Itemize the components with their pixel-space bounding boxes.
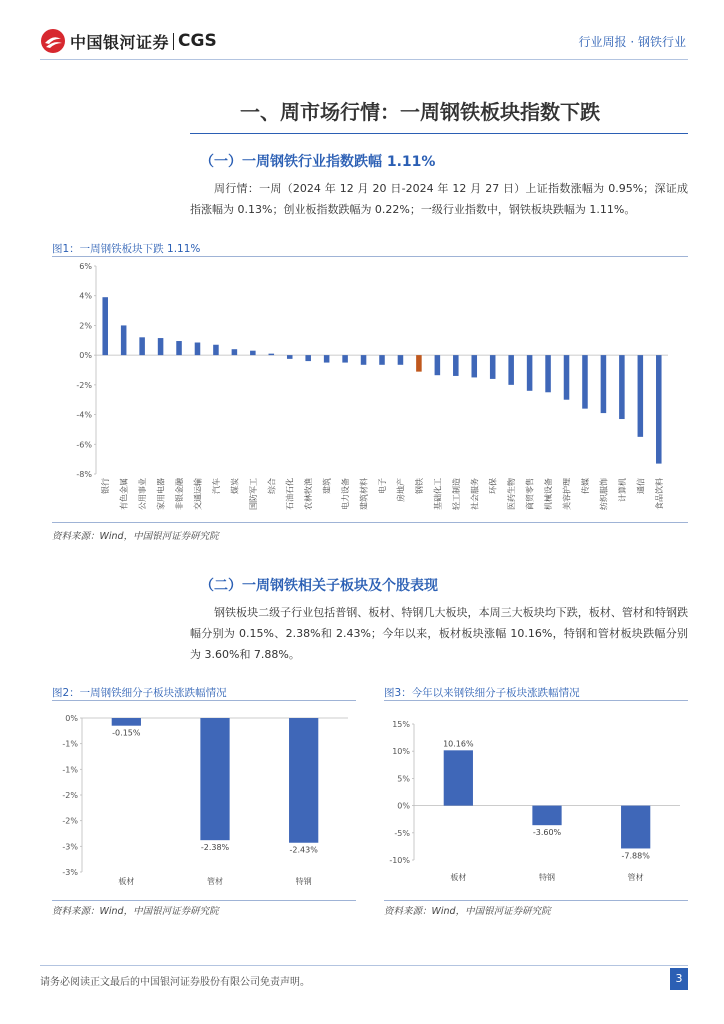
y-tick-label: 2% xyxy=(79,321,92,331)
company-logo xyxy=(40,28,217,54)
bar xyxy=(532,806,561,826)
figure-3-title: 图3：今年以来钢铁细分子板块涨跌幅情况 xyxy=(384,687,580,699)
bar xyxy=(195,343,201,356)
category-label: 食品饮料 xyxy=(654,478,664,510)
category-label: 社会服务 xyxy=(470,478,480,510)
category-label: 农林牧渔 xyxy=(304,478,314,510)
category-label: 纺织服饰 xyxy=(599,478,609,510)
subsection-1-title: （一）一周钢铁行业指数跌幅 1.11% xyxy=(200,154,436,170)
figure-1-title: 图1：一周钢铁板块下跌 1.11% xyxy=(52,243,201,255)
figure-2-source: 资料来源：Wind，中国银河证券研究院 xyxy=(52,906,219,917)
category-label: 医药生物 xyxy=(507,478,517,510)
figure-2-chart xyxy=(52,702,356,898)
logo-icon xyxy=(40,28,66,54)
y-tick-label: -5% xyxy=(394,828,410,838)
bar xyxy=(324,355,330,362)
bar xyxy=(158,338,164,355)
y-tick-label: 15% xyxy=(392,720,410,729)
category-label: 板材 xyxy=(450,873,467,882)
bar xyxy=(139,337,145,355)
bar xyxy=(619,355,625,419)
bar xyxy=(582,355,588,408)
subsection-1-paragraph: 周行情：一周（2024 年 12 月 20 日-2024 年 12 月 27 日）上证指数涨幅为 0.95%；深证成指涨幅为 0.13%；创业板指数跌幅为 0.22%；一级行业指数中，钢铁板块跌幅为 1.11%。 xyxy=(190,182,688,216)
subsection-2-paragraph: 钢铁板块二级子行业包括普钢、板材、特钢几大板块，本周三大板块均下跌，板材、管材和特钢跌幅分别为 0.15%、2.38%和 2.43%；今年以来，板材板块涨幅 10.16%，特钢和管材板块跌幅分别为 3.60%和 7.88%。 xyxy=(190,606,688,661)
logo-separator xyxy=(173,33,174,50)
category-label: 板材 xyxy=(118,877,135,886)
category-label: 传媒 xyxy=(580,478,590,494)
y-tick-label: -4% xyxy=(76,410,92,420)
bar xyxy=(379,355,385,365)
data-label: -0.15% xyxy=(112,728,141,738)
category-label: 综合 xyxy=(267,478,277,494)
category-label: 基础化工 xyxy=(433,478,443,510)
data-label: -2.43% xyxy=(289,845,318,855)
bar xyxy=(490,355,496,379)
header-divider xyxy=(40,59,688,60)
bar xyxy=(102,297,108,355)
category-label: 特钢 xyxy=(539,873,555,882)
category-label: 环保 xyxy=(488,478,498,494)
bar xyxy=(416,355,422,371)
category-label: 电子 xyxy=(378,478,387,494)
bar xyxy=(621,806,650,849)
bar xyxy=(121,325,127,355)
category-label: 石油石化 xyxy=(285,478,295,510)
y-tick-label: -3% xyxy=(62,868,78,877)
category-label: 计算机 xyxy=(617,478,627,502)
figure-2-bottom-rule xyxy=(52,900,356,901)
category-label: 美容护理 xyxy=(562,478,572,510)
bar xyxy=(453,355,459,376)
bar xyxy=(200,718,229,840)
figure-3-source: 资料来源：Wind，中国银河证券研究院 xyxy=(384,906,551,917)
bar xyxy=(527,355,533,391)
figure-2-title-rule xyxy=(52,700,356,701)
figure-1-bottom-rule xyxy=(52,522,688,523)
bar xyxy=(444,750,473,805)
data-label: -2.38% xyxy=(200,843,230,853)
bar xyxy=(289,718,318,843)
bar xyxy=(435,355,441,375)
category-label: 有色金属 xyxy=(119,478,129,510)
category-label: 家用电器 xyxy=(156,478,166,510)
bar xyxy=(269,354,275,355)
bar xyxy=(213,345,219,355)
y-tick-label: 0% xyxy=(79,351,92,361)
category-label: 建筑 xyxy=(322,478,332,494)
bar xyxy=(564,355,570,400)
data-label: -7.88% xyxy=(621,851,650,861)
bar xyxy=(250,351,256,355)
category-label: 非银金融 xyxy=(175,478,185,510)
bar xyxy=(471,355,477,377)
figure-3-title-rule xyxy=(384,700,688,701)
footer-divider xyxy=(40,965,688,966)
bar xyxy=(545,355,551,392)
category-label: 通信 xyxy=(636,478,646,494)
logo-chinese-name: 中国银河证券 xyxy=(70,32,170,52)
bar xyxy=(398,355,404,365)
category-label: 银行 xyxy=(101,478,111,494)
bar xyxy=(638,355,644,437)
figure-3-bottom-rule xyxy=(384,900,688,901)
y-tick-label: -1% xyxy=(62,765,78,775)
y-tick-label: -2% xyxy=(62,791,78,800)
y-tick-label: 4% xyxy=(79,291,92,301)
category-label: 商贸零售 xyxy=(525,478,535,510)
category-label: 轻工制造 xyxy=(451,478,461,510)
category-label: 管材 xyxy=(627,873,644,882)
subsection-2-title: （二）一周钢铁相关子板块及个股表现 xyxy=(200,578,438,594)
category-label: 管材 xyxy=(207,877,223,886)
bar xyxy=(287,355,293,359)
y-tick-label: -10% xyxy=(389,856,410,865)
footer-disclaimer: 请务必阅读正文最后的中国银河证券股份有限公司免责声明。 xyxy=(40,977,310,988)
category-label: 电力设备 xyxy=(341,478,351,510)
category-label: 交通运输 xyxy=(193,478,203,510)
figure-1-chart xyxy=(52,258,688,520)
page-number: 3 xyxy=(670,968,688,990)
figure-2-title: 图2：一周钢铁细分子板块涨跌幅情况 xyxy=(52,687,227,699)
bar xyxy=(112,718,141,726)
y-tick-label: -2% xyxy=(76,380,92,390)
y-tick-label: 0% xyxy=(65,714,78,723)
figure-1-source: 资料来源：Wind，中国银河证券研究院 xyxy=(52,531,219,542)
y-tick-label: 5% xyxy=(397,774,410,784)
section-title: 一、周市场行情：一周钢铁板块指数下跌 xyxy=(240,100,600,124)
category-label: 钢铁 xyxy=(414,478,424,494)
data-label: -3.60% xyxy=(532,828,562,838)
category-label: 特钢 xyxy=(295,877,312,886)
category-label: 汽车 xyxy=(211,478,221,494)
y-tick-label: 0% xyxy=(397,801,410,811)
bar xyxy=(656,355,662,463)
y-tick-label: 10% xyxy=(392,747,410,757)
bar xyxy=(508,355,514,385)
figure-3-chart xyxy=(384,702,688,898)
category-label: 机械设备 xyxy=(544,478,554,510)
category-label: 公用事业 xyxy=(138,478,148,510)
y-tick-label: -1% xyxy=(62,739,78,749)
bar xyxy=(361,355,367,365)
y-tick-label: -2% xyxy=(62,816,78,826)
y-tick-label: -8% xyxy=(76,470,92,479)
report-type: 行业周报 · 钢铁行业 xyxy=(578,35,686,49)
bar xyxy=(176,341,182,355)
category-label: 建筑材料 xyxy=(359,478,369,510)
bar xyxy=(305,355,311,361)
bar xyxy=(342,355,348,362)
section-divider xyxy=(190,133,688,134)
data-label: 10.16% xyxy=(443,739,474,749)
y-tick-label: -3% xyxy=(62,842,78,852)
bar xyxy=(232,349,238,355)
category-label: 煤炭 xyxy=(230,478,240,494)
bar xyxy=(601,355,607,413)
y-tick-label: 6% xyxy=(79,262,92,271)
category-label: 国防军工 xyxy=(248,478,258,510)
figure-1-title-rule xyxy=(52,256,688,257)
y-tick-label: -6% xyxy=(76,440,92,450)
logo-english-name: CGS xyxy=(178,31,217,51)
category-label: 房地产 xyxy=(396,478,406,502)
